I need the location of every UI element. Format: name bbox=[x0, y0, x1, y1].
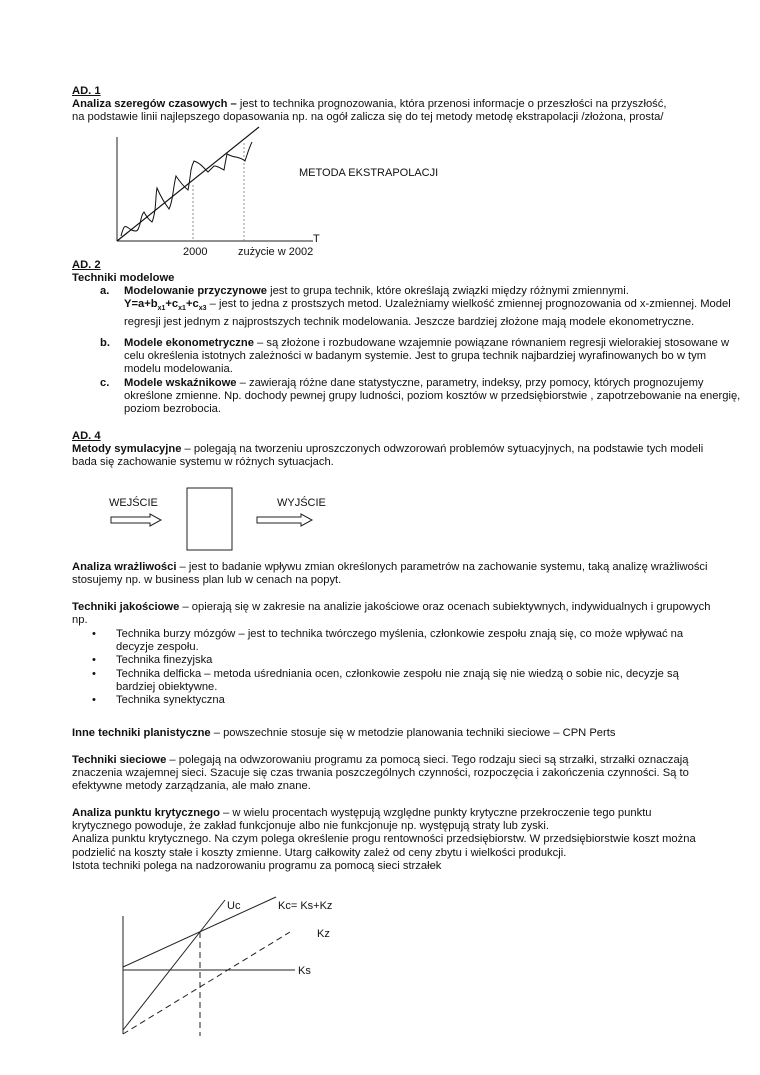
kz-label: Kz bbox=[317, 928, 330, 940]
extrapolation-title: METODA EKSTRAPOLACJI bbox=[299, 167, 439, 179]
sensitivity-paragraph: Analiza wrażliwości – jest to badanie wpływu zmian określonych parametrów na zachowanie systemu, taką analizę wrażliwości stosujemy np. w business plan lub w cenach na popyt. bbox=[72, 561, 708, 587]
kc-label: Kc= Ks+Kz bbox=[278, 900, 333, 912]
formula: $Y=a+b_{x1}+c_{x1}+c_{x3}$ bbox=[124, 298, 207, 313]
qualitative-list bbox=[72, 628, 692, 707]
qualitative-paragraph: Techniki jakościowe – opierają się w zakresie na analizie jakościowe oraz ocenach subiektywnych, indywidualnych i grupowych np. bbox=[72, 601, 711, 627]
list-item: • Technika burzy mózgów – jest to technika twórczego myślenia, członkowie zespołu znają się, co może wpływać na decyzje zespołu. bbox=[72, 628, 692, 654]
axis-label-t: T bbox=[313, 233, 320, 245]
ad2-heading: AD. 2 bbox=[72, 259, 101, 271]
planning-paragraph: Inne techniki planistyczne – powszechnie stosuje się w metodzie planowania techniki sieciowe – CPN Perts bbox=[72, 727, 616, 739]
output-label: WYJŚCIE bbox=[277, 497, 326, 509]
breakeven-diagram bbox=[123, 897, 332, 1036]
list-item: • Technika synektyczna bbox=[72, 694, 692, 707]
ad4-paragraph: Metody symulacyjne – polegają na tworzeniu uproszczonych odwzorowań problemów sytuacyjnych, na podstawie tych modeli bada się zachowanie systemu w różnych sytuacjach. bbox=[72, 443, 704, 469]
ad1-term: Analiza szeregów czasowych – bbox=[72, 98, 237, 110]
tick-2000: 2000 bbox=[183, 246, 208, 258]
extrapolation-diagram bbox=[117, 127, 438, 258]
ad2-item-a: a. Modelowanie przyczynowe jest to grupa technik, które określają związki między różnymi zmiennymi. $Y=a+b_{x1}+c_{x1}+c_{x3}$ – jest to jedna z prostszych metod. Uzależniamy wielkość zmiennej prognozowania od x-zmiennej. Model regresji jest jednym z najprostszych technik modelowania. Jeszcze bardziej złożone mają modele ekonometryczne. bbox=[100, 285, 731, 328]
network-paragraph: Techniki sieciowe – polegają na odwzorowaniu programu za pomocą sieci. Tego rodzaju sieci są strzałki, strzałki oznaczają znaczenia wzajemnej sieci. Szacuje się czas trwania poszczególnych czynności, rozpoczęcia i zakończenia czynności. Są to efektywne metody zarządzania, ale mało znane. bbox=[72, 754, 689, 793]
ad1-heading: AD. 1 bbox=[72, 85, 101, 97]
output-arrow-icon bbox=[257, 514, 312, 526]
ad4-heading: AD. 4 bbox=[72, 430, 101, 442]
ad1-paragraph: Analiza szeregów czasowych – jest to technika prognozowania, która przenosi informacje o przeszłości na przyszłość, na podstawie linii najlepszego dopasowania np. na ogół zalicza się do tej metody metodę ekstrapolacji /złożona, prosta/ bbox=[72, 98, 667, 124]
input-arrow-icon bbox=[111, 514, 161, 526]
list-item: • Technika delficka – metoda uśredniania ocen, członkowie zespołu nie znają się nie wiedzą o sobie nic, decyzje są bardziej obiektywne. bbox=[72, 668, 692, 694]
ad2-subheading: Techniki modelowe bbox=[72, 272, 175, 284]
simulation-diagram bbox=[109, 488, 326, 550]
ad2-item-c: c. Modele wskaźnikowe – zawierają różne dane statystyczne, parametry, indeksy, przy pomocy, których prognozujemy określone zmienne. Np. dochody pewnej grupy ludności, poziom kosztów w przedsiębiorstwie , zapotrzebowanie na energię, poziom bezrobocia. bbox=[100, 377, 741, 416]
breakeven-paragraph: Analiza punktu krytycznego – w wielu procentach występują względne punkty krytyczne przekroczenie tego punktu krytycznego powoduje, że zakład funkcjonuje albo nie funkcjonuje np. występują straty lub zyski. Analiza punktu krytycznego. Na czym polega określenie progu rentowności przedsiębiorstw. W przedsiębiorstwie koszt można podzielić na koszty stałe i koszty zmienne. Utarg całkowity zależ od ceny zbytu i wielkości produkcji. Istota techniki polega na nadzorowaniu programu za pomocą sieci strzałek bbox=[72, 807, 696, 872]
ks-label: Ks bbox=[298, 965, 311, 977]
tick-2002: zużycie w 2002 bbox=[238, 246, 314, 258]
uc-label: Uc bbox=[227, 900, 241, 912]
list-item: • Technika finezyjska bbox=[72, 654, 692, 667]
ad2-item-b: b. Modele ekonometryczne – są złożone i rozbudowane wzajemnie powiązane równaniem regresji wielorakiej stosowane w celu określenia istotnych zależności w badanym systemie. Jest to grupa technik najbardziej wyrafinowanych bo w tym modelu modelowania. bbox=[100, 337, 730, 376]
input-label: WEJŚCIE bbox=[109, 497, 158, 509]
system-box bbox=[187, 488, 232, 550]
